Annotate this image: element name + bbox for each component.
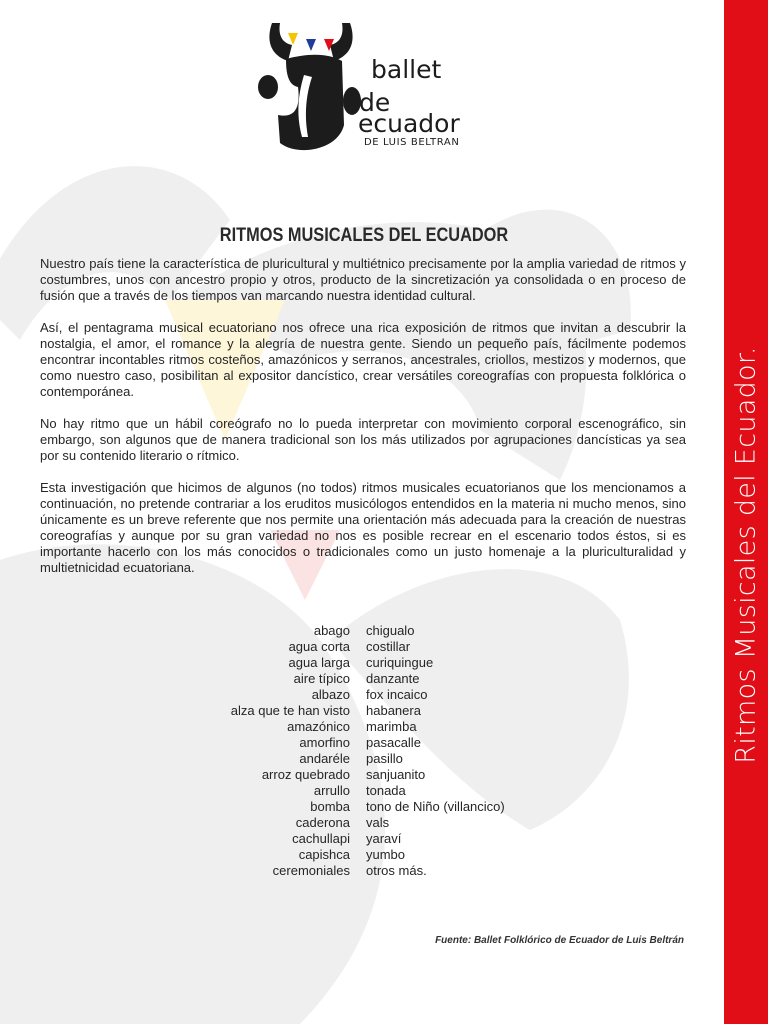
list-item: vals bbox=[366, 815, 390, 830]
paragraph: Esta investigación que hicimos de algunos (no todos) ritmos musicales ecuatorianos que los mencionamos a continuación, no pretende contrariar a los eruditos musicólogos entendidos en la materia ni mucho menos, sino únicamente es un breve referente que nos permite una orientación más adecuada para la creación de nuestras coreografías y aunque por su gran variedad no nos es posible recrear en el escenario todos éstos, si es importante hacerlo con los más conocidos o tradicionales como un justo homenaje a la pluriculturalidad y multietnicidad ecuatoriana. bbox=[40, 480, 686, 575]
list-item: agua larga bbox=[288, 655, 350, 670]
list-item: yaraví bbox=[366, 831, 402, 846]
list-item: tonada bbox=[366, 783, 406, 798]
list-item: pasillo bbox=[366, 751, 403, 766]
list-item: ceremoniales bbox=[272, 863, 350, 878]
paragraph: No hay ritmo que un hábil coreógrafo no lo pueda interpretar con movimiento corporal escenográfico, sin embargo, son algunos que de manera tradicional son los más utilizados por agrupaciones dancísticas ya sea por su contenido literario o rítmico. bbox=[40, 416, 686, 463]
list-item: danzante bbox=[366, 671, 420, 686]
list-item: amorfino bbox=[299, 735, 350, 750]
list-item: marimba bbox=[366, 719, 417, 734]
side-band-label: Ritmos Musicales del Ecuador. bbox=[730, 346, 762, 764]
brand-line-ecuador: ecuador bbox=[358, 109, 460, 138]
list-item: bomba bbox=[310, 799, 350, 814]
list-item: amazónico bbox=[287, 719, 350, 734]
side-band bbox=[724, 0, 768, 1024]
list-item: abago bbox=[313, 623, 350, 638]
list-item: fox incaico bbox=[366, 687, 428, 702]
list-item: capishca bbox=[298, 847, 350, 862]
list-item: yumbo bbox=[366, 847, 406, 862]
list-item: curiquingue bbox=[366, 655, 434, 670]
list-item: agua corta bbox=[288, 639, 350, 654]
source-credit: Fuente: Ballet Folklórico de Ecuador de Luis Beltrán bbox=[435, 935, 684, 946]
list-item: costillar bbox=[366, 639, 411, 654]
list-item: caderona bbox=[295, 815, 350, 830]
paragraph: Así, el pentagrama musical ecuatoriano nos ofrece una rica exposición de ritmos que invitan a descubrir la nostalgia, el amor, el romance y la alegría de nuestra gente. Siendo un pequeño país, fácilmente podemos encontrar incontables ritmos costeños, amazónicos y serranos, ancestrales, criollos, mestizos y modernos, que como nuestro caso, posibilitan al expositor dancístico, crear versátiles coreografías con propuesta folklórica o contemporánea. bbox=[40, 320, 686, 399]
list-item: arrullo bbox=[313, 783, 350, 798]
list-item: chigualo bbox=[366, 623, 415, 638]
page-title: RITMOS MUSICALES DEL ECUADOR bbox=[219, 225, 509, 246]
list-item: andaréle bbox=[299, 751, 350, 766]
rhythm-list-left-column bbox=[231, 623, 350, 879]
list-item: sanjuanito bbox=[366, 767, 426, 782]
ballet-de-ecuador-logo bbox=[258, 15, 478, 160]
list-item: otros más. bbox=[366, 863, 427, 878]
brand-line-ballet: ballet bbox=[371, 55, 442, 84]
bull-emblem-icon bbox=[258, 15, 370, 160]
brand-line-de: de bbox=[359, 88, 391, 117]
list-item: pasacalle bbox=[366, 735, 421, 750]
body-text bbox=[40, 256, 686, 592]
list-item: habanera bbox=[366, 703, 421, 718]
list-item: tono de Niño (villancico) bbox=[366, 799, 505, 814]
rhythm-list-right-column bbox=[366, 623, 505, 879]
brand-line-de-luis-beltran: DE LUIS BELTRAN bbox=[364, 137, 460, 148]
list-item: alza que te han visto bbox=[230, 703, 350, 718]
list-item: albazo bbox=[311, 687, 350, 702]
paragraph: Nuestro país tiene la característica de pluricultural y multiétnico precisamente por la amplia variedad de ritmos y costumbres, unos con ancestro propio y otros, producto de la sincretización ya consolidada o en proceso de fusión que a través de los tiempos van marcando nuestra identidad cultural. bbox=[40, 256, 686, 303]
list-item: aire típico bbox=[293, 671, 350, 686]
list-item: arroz quebrado bbox=[261, 767, 350, 782]
list-item: cachullapi bbox=[292, 831, 350, 846]
